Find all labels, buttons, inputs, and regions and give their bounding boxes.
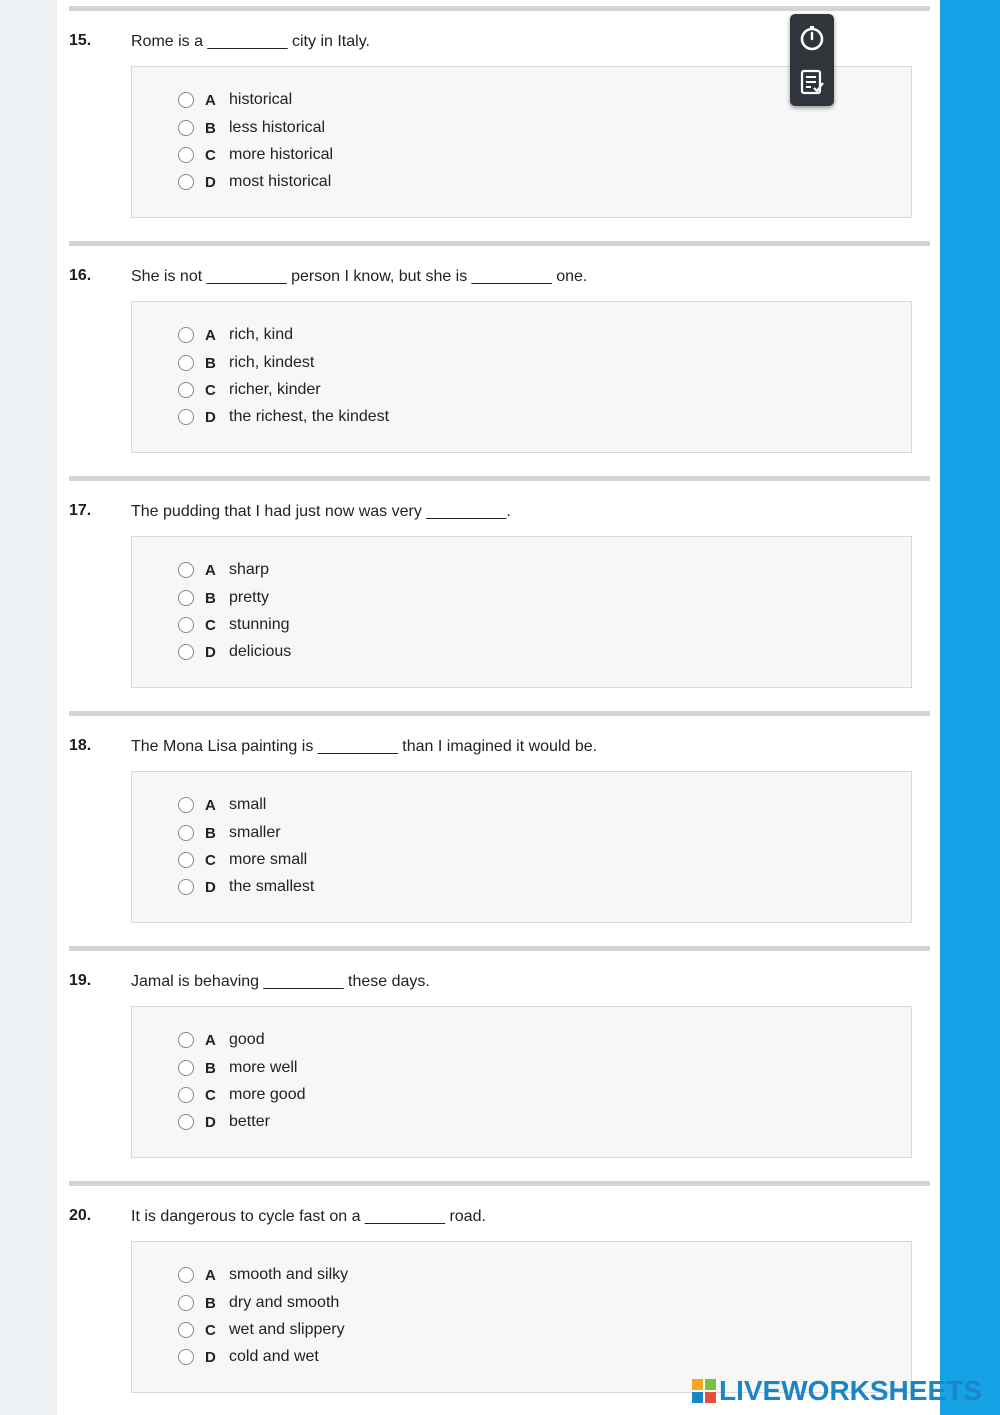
option-text: more small: [229, 851, 308, 868]
option-text: the richest, the kindest: [229, 408, 390, 425]
option-text: wet and slippery: [229, 1321, 345, 1338]
radio-button[interactable]: [178, 590, 194, 606]
option-d[interactable]: [178, 1346, 319, 1368]
option-text: rich, kindest: [229, 354, 315, 371]
option-text: pretty: [229, 589, 270, 606]
option-b[interactable]: [178, 587, 269, 609]
option-a[interactable]: [178, 559, 269, 581]
options-box: [131, 1006, 912, 1158]
option-letter: B: [205, 1059, 216, 1077]
option-text: small: [229, 796, 267, 813]
radio-button[interactable]: [178, 1087, 194, 1103]
option-text: stunning: [229, 616, 290, 633]
option-letter: C: [205, 146, 216, 164]
radio-button[interactable]: [178, 562, 194, 578]
timer-button[interactable]: [796, 22, 828, 54]
radio-button[interactable]: [178, 355, 194, 371]
option-b[interactable]: [178, 822, 281, 844]
option-letter: D: [205, 643, 216, 661]
option-c[interactable]: [178, 379, 321, 401]
radio-button[interactable]: [178, 1267, 194, 1283]
radio-button[interactable]: [178, 92, 194, 108]
option-d[interactable]: [178, 171, 331, 193]
question-text: She is not _________ person I know, but she is _________ one.: [131, 268, 588, 285]
option-text: smooth and silky: [229, 1266, 349, 1283]
option-letter: B: [205, 119, 216, 137]
options-box: [131, 536, 912, 688]
option-b[interactable]: [178, 117, 325, 139]
option-c[interactable]: [178, 1319, 345, 1341]
option-d[interactable]: [178, 406, 389, 428]
radio-button[interactable]: [178, 879, 194, 895]
option-letter: D: [205, 408, 216, 426]
option-letter: C: [205, 616, 216, 634]
option-text: good: [229, 1031, 265, 1048]
radio-button[interactable]: [178, 174, 194, 190]
options-box: [131, 771, 912, 923]
question-divider: [69, 241, 930, 246]
option-text: more good: [229, 1086, 306, 1103]
question-text: Jamal is behaving _________ these days.: [131, 973, 430, 990]
option-letter: B: [205, 354, 216, 372]
options-box: [131, 301, 912, 453]
question-number: 16.: [69, 267, 92, 284]
option-text: the smallest: [229, 878, 315, 895]
option-c[interactable]: [178, 144, 333, 166]
option-text: dry and smooth: [229, 1294, 340, 1311]
question-number: 15.: [69, 32, 92, 49]
radio-button[interactable]: [178, 1295, 194, 1311]
worksheet-page: [57, 0, 940, 1415]
radio-button[interactable]: [178, 617, 194, 633]
option-a[interactable]: [178, 1029, 265, 1051]
option-text: richer, kinder: [229, 381, 321, 398]
question-divider: [69, 946, 930, 951]
option-c[interactable]: [178, 614, 290, 636]
logo-mark-icon: [692, 1379, 716, 1403]
question-text: Rome is a _________ city in Italy.: [131, 33, 370, 50]
option-letter: C: [205, 851, 216, 869]
option-text: better: [229, 1113, 270, 1130]
option-letter: A: [205, 1031, 216, 1049]
checklist-icon: [798, 68, 826, 96]
option-a[interactable]: [178, 794, 266, 816]
checklist-button[interactable]: [796, 66, 828, 98]
option-letter: C: [205, 381, 216, 399]
logo-text: LIVEWORKSHEETS: [719, 1375, 982, 1406]
radio-button[interactable]: [178, 120, 194, 136]
option-c[interactable]: [178, 849, 307, 871]
option-text: historical: [229, 91, 293, 108]
options-box: [131, 1241, 912, 1393]
page-left-margin: [0, 0, 57, 1415]
radio-button[interactable]: [178, 1060, 194, 1076]
option-text: most historical: [229, 173, 332, 190]
option-letter: C: [205, 1086, 216, 1104]
option-letter: A: [205, 326, 216, 344]
option-b[interactable]: [178, 1057, 297, 1079]
question-text: The Mona Lisa painting is _________ than I imagined it would be.: [131, 738, 598, 755]
option-text: delicious: [229, 643, 292, 660]
radio-button[interactable]: [178, 409, 194, 425]
question-text: The pudding that I had just now was very _________.: [131, 503, 511, 520]
option-text: more well: [229, 1059, 298, 1076]
option-d[interactable]: [178, 641, 291, 663]
option-letter: B: [205, 824, 216, 842]
radio-button[interactable]: [178, 327, 194, 343]
option-text: smaller: [229, 824, 281, 841]
option-letter: B: [205, 1294, 216, 1312]
option-letter: D: [205, 173, 216, 191]
option-text: cold and wet: [229, 1348, 319, 1365]
question-text: It is dangerous to cycle fast on a _________ road.: [131, 1208, 486, 1225]
floating-toolbar: [790, 14, 834, 106]
option-letter: A: [205, 1266, 216, 1284]
option-text: more historical: [229, 146, 334, 163]
option-d[interactable]: [178, 876, 314, 898]
question-divider: [69, 1181, 930, 1186]
option-text: less historical: [229, 119, 326, 136]
option-text: sharp: [229, 561, 270, 578]
option-b[interactable]: [178, 1292, 339, 1314]
option-text: rich, kind: [229, 326, 294, 343]
question-divider: [69, 711, 930, 716]
question-divider: [69, 476, 930, 481]
radio-button[interactable]: [178, 382, 194, 398]
option-letter: D: [205, 878, 216, 896]
timer-icon: [798, 24, 826, 52]
option-letter: B: [205, 589, 216, 607]
radio-button[interactable]: [178, 147, 194, 163]
question-number: 18.: [69, 737, 92, 754]
option-b[interactable]: [178, 352, 314, 374]
radio-button[interactable]: [178, 1322, 194, 1338]
radio-button[interactable]: [178, 1114, 194, 1130]
option-letter: C: [205, 1321, 216, 1339]
option-a[interactable]: [178, 89, 292, 111]
radio-button[interactable]: [178, 825, 194, 841]
radio-button[interactable]: [178, 797, 194, 813]
option-a[interactable]: [178, 1264, 348, 1286]
option-letter: A: [205, 561, 216, 579]
option-letter: D: [205, 1113, 216, 1131]
radio-button[interactable]: [178, 1349, 194, 1365]
radio-button[interactable]: [178, 1032, 194, 1048]
option-letter: A: [205, 91, 216, 109]
option-c[interactable]: [178, 1084, 306, 1106]
option-d[interactable]: [178, 1111, 270, 1133]
radio-button[interactable]: [178, 644, 194, 660]
option-letter: D: [205, 1348, 216, 1366]
question-number: 20.: [69, 1207, 92, 1224]
option-letter: A: [205, 796, 216, 814]
accent-side-band: [940, 0, 1000, 1415]
radio-button[interactable]: [178, 852, 194, 868]
question-number: 19.: [69, 972, 92, 989]
question-number: 17.: [69, 502, 92, 519]
question-divider: [69, 6, 930, 11]
liveworksheets-logo[interactable]: [692, 1374, 982, 1408]
option-a[interactable]: [178, 324, 293, 346]
